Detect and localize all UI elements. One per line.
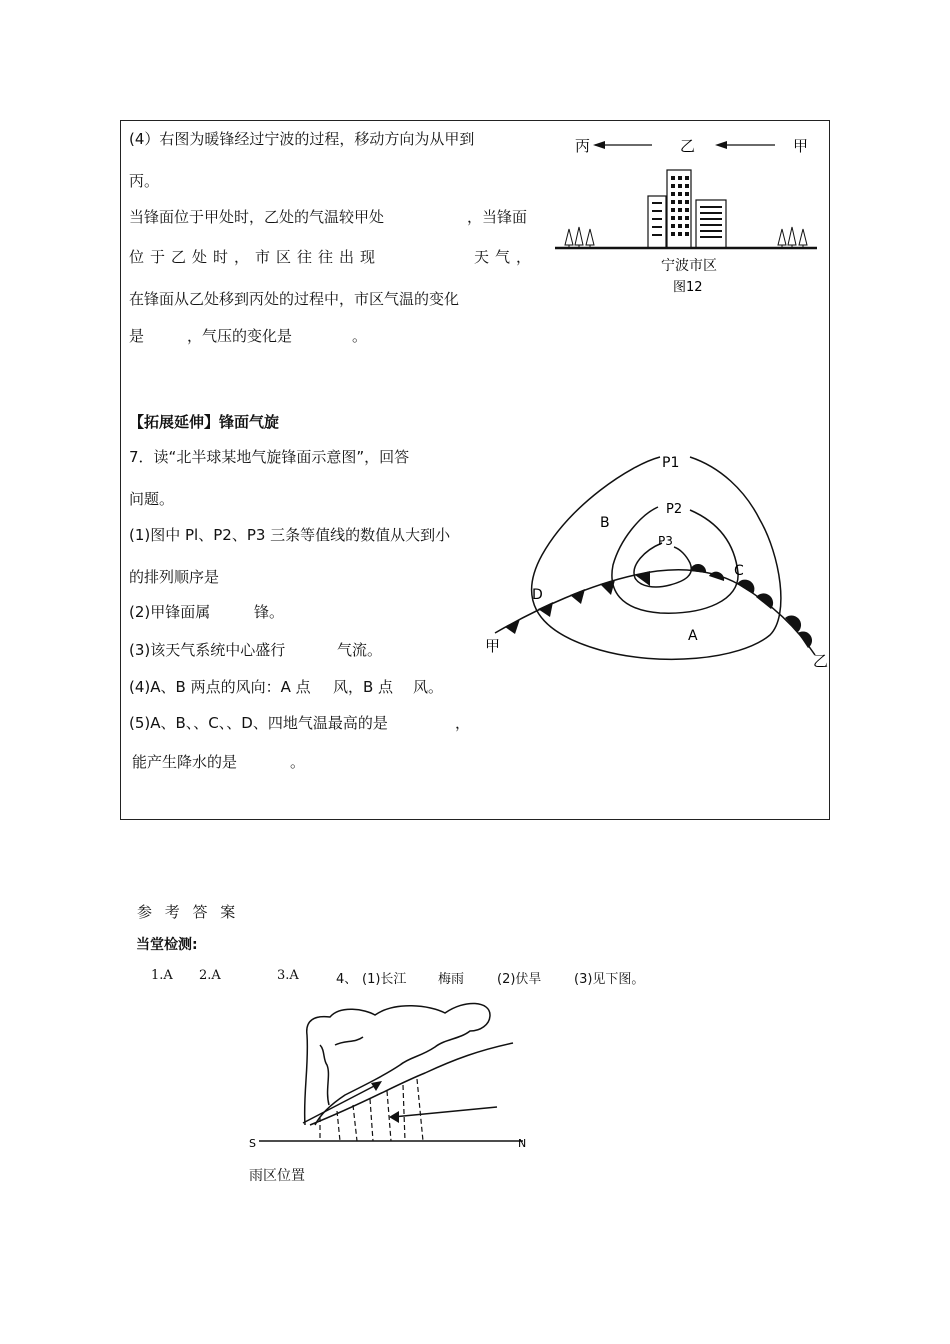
- city-label: 宁波市区: [661, 258, 717, 274]
- q7-sub-3a: (3)该天气系统中心盛行: [129, 641, 286, 659]
- answer-4-1b: 梅雨: [438, 972, 465, 987]
- q7-line-1: 7．读“北半球某地气旋锋面示意图”，回答: [129, 448, 410, 466]
- q7-sub-6b: 。: [290, 753, 306, 771]
- q4-line-6a: 是: [129, 327, 145, 345]
- q4-line-3b: ，当锋面: [467, 208, 528, 226]
- q4-line-6b: ，气压的变化是: [187, 327, 293, 345]
- front-surface: [310, 1043, 513, 1125]
- label-n: N: [518, 1137, 527, 1150]
- warm-front-symbols: [690, 564, 812, 648]
- label-p1: P1: [662, 455, 680, 471]
- answer-front-diagram: [245, 995, 535, 1155]
- q4-line-2: 丙。: [129, 172, 160, 190]
- q4-line-6c: 。: [352, 327, 368, 345]
- label-yi: 乙: [680, 137, 696, 155]
- label-jia: 甲: [793, 137, 809, 155]
- q4-line-5: 在锋面从乙处移到丙处的过程中，市区气温的变化: [129, 290, 460, 308]
- isobar-p2: [612, 507, 738, 613]
- q7-sub-5a: (5)A、B、、C、、D、四地气温最高的是: [129, 714, 388, 732]
- cold-air-arrow: [393, 1107, 497, 1117]
- answer-2: 2.A: [199, 968, 221, 983]
- answers-heading: 参 考 答 案: [137, 903, 240, 921]
- q7-sub-6a: 能产生降水的是: [132, 753, 238, 771]
- figure-label: 图12: [673, 280, 703, 295]
- q7-sub-2b: 锋。: [254, 603, 285, 621]
- q7-sub-3b: 气流。: [337, 641, 383, 659]
- label-c: C: [734, 563, 744, 579]
- q7-sub-1b: 的排列顺序是: [129, 568, 220, 586]
- cyclone-front-diagram: [480, 445, 830, 675]
- answer-1: 1.A: [151, 968, 173, 983]
- rain-zone-label: 雨区位置: [249, 1168, 305, 1184]
- q7-sub-1a: (1)图中 Pl、P2、P3 三条等值线的数值从大到小: [129, 526, 451, 544]
- answer-4-2: (2)伏旱: [497, 972, 542, 987]
- rain-lines: [320, 1079, 423, 1141]
- cold-front-symbols: [505, 571, 650, 634]
- q7-sub-2a: (2)甲锋面属: [129, 603, 211, 621]
- q7-line-2: 问题。: [129, 490, 175, 508]
- label-bing: 丙: [575, 137, 591, 155]
- trees-right: [778, 227, 807, 249]
- q4-line-1: (4）右图为暖锋经过宁波的过程，移动方向为从甲到: [129, 130, 475, 148]
- answer-4-1: (1)长江: [362, 972, 407, 987]
- label-p2: P2: [666, 502, 683, 517]
- q4-line-4a: 位于乙处时，市区往往出现: [129, 248, 382, 266]
- label-a: A: [688, 628, 698, 644]
- q7-sub-4a: (4)A、B 两点的风向：A 点: [129, 678, 311, 696]
- figure-12-warm-front: [555, 128, 825, 303]
- trees-left: [565, 227, 594, 249]
- cloud-squiggle-1: [320, 1045, 329, 1105]
- answer-4-num: 4、: [336, 972, 358, 987]
- q7-sub-5b: ，: [455, 714, 471, 732]
- isobar-p1: [532, 457, 781, 659]
- q4-line-4b: 天气，: [474, 248, 538, 266]
- extension-heading: 【拓展延伸】锋面气旋: [129, 413, 280, 431]
- warm-air-arrow: [303, 1083, 380, 1123]
- label-p3: P3: [658, 534, 673, 548]
- q4-line-3a: 当锋面位于甲处时，乙处的气温较甲处: [129, 208, 385, 226]
- cloud-squiggle-2: [335, 1037, 363, 1045]
- answer-3: 3.A: [277, 968, 299, 983]
- label-d: D: [532, 587, 543, 603]
- answers-section: 当堂检测:: [136, 937, 198, 953]
- q7-sub-4c: 风。: [413, 678, 444, 696]
- label-b: B: [600, 515, 610, 531]
- label-jia-front: 甲: [485, 637, 501, 655]
- q7-sub-4b: 风，B 点: [333, 678, 394, 696]
- label-yi-front: 乙: [813, 652, 829, 670]
- label-s: S: [249, 1137, 256, 1150]
- answer-4-3: (3)见下图。: [574, 972, 645, 987]
- cloud-outline: [305, 1003, 490, 1125]
